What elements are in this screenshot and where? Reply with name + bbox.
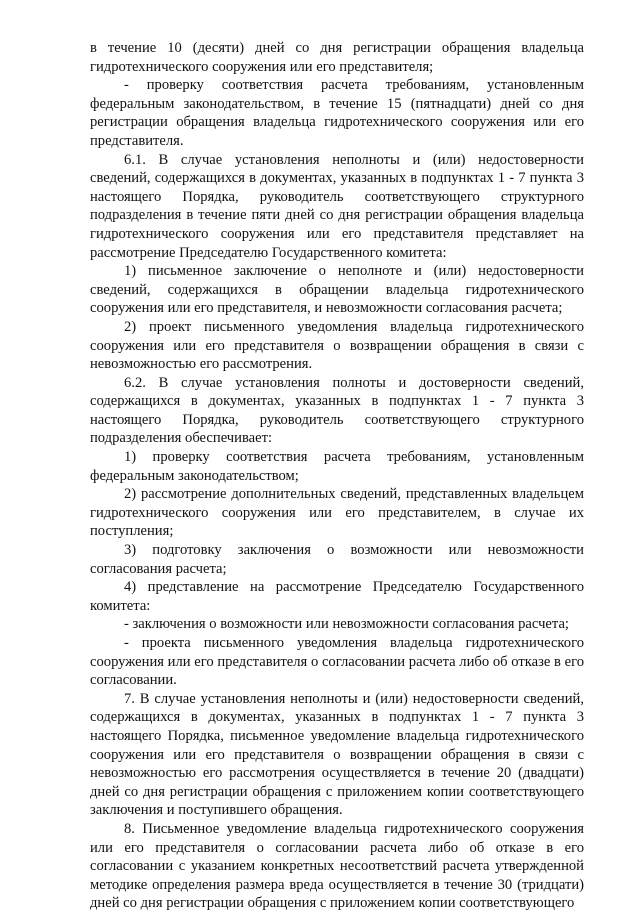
- paragraph-12: - проекта письменного уведомления владельца гидротехнического сооружения или его представителя о согласовании расчета либо об отказе в его согласовании.: [90, 635, 584, 689]
- paragraph-14: 8. Письменное уведомление владельца гидротехнического сооружения или его представителя о согласовании расчета либо об отказе в его согласовании с указанием конкретных несоответствий расчета утвержденной методике определения размера вреда осуществляется в течение 30 (тридцати) дней со дня регистрации обращения с приложением копии соответствующего: [90, 820, 584, 912]
- paragraph-10: 4) представление на рассмотрение Председателю Государственного комитета:: [90, 579, 584, 614]
- paragraph-2: - проверку соответствия расчета требованиям, установленным федеральным законодательством, в течение 15 (пятнадцати) дней со дня регистрации обращения владельца гидротехнического сооружения или его представителя.: [90, 77, 584, 149]
- paragraph-5: 2) проект письменного уведомления владельца гидротехнического сооружения или его представителя о возвращении обращения в связи с невозможностью его рассмотрения.: [90, 318, 584, 373]
- paragraph-6: 6.2. В случае установления полноты и достоверности сведений, содержащихся в документах, указанных в подпунктах 1 - 7 пункта 3 настоящего Порядка, руководитель соответствующего структурного подразделения обеспечивает:: [90, 374, 584, 447]
- paragraph-4: 1) письменное заключение о неполноте и (или) недостоверности сведений, содержащихся в обращении владельца гидротехнического сооружения или его представителя, и невозможности согласования расчета;: [90, 263, 584, 317]
- paragraph-13: 7. В случае установления неполноты и (или) недостоверности сведений, содержащихся в документах, указанных в подпунктах 1 - 7 пункта 3 настоящего Порядка, письменное уведомление владельца гидротехнического сооружения или его представителя о возвращении обращения в связи с невозможностью его рассмотрения осуществляется в течение 20 (двадцати) дней со дня регистрации обращения с приложением копии соответствующего заключения и поступившего обращения.: [90, 690, 584, 819]
- paragraph-3: 6.1. В случае установления неполноты и (или) недостоверности сведений, содержащихся в документах, указанных в подпунктах 1 - 7 пункта 3 настоящего Порядка, руководитель соответствующего структурного подразделения в течение пяти дней со дня регистрации обращения владельца гидротехнического сооружения или его представителя представляет на рассмотрение Председателю Государственного комитета:: [90, 151, 584, 261]
- paragraph-9: 3) подготовку заключения о возможности или невозможности согласования расчета;: [90, 542, 584, 577]
- paragraph-7: 1) проверку соответствия расчета требованиям, установленным федеральным законодательством;: [90, 449, 584, 484]
- paragraph-1: в течение 10 (десяти) дней со дня регистрации обращения владельца гидротехнического сооружения или его представителя;: [90, 40, 584, 75]
- paragraph-11: - заключения о возможности или невозможности согласования расчета;: [124, 616, 569, 633]
- paragraph-8: 2) рассмотрение дополнительных сведений, представленных владельцем гидротехнического сооружения или его представителем, в случае их поступления;: [90, 486, 584, 540]
